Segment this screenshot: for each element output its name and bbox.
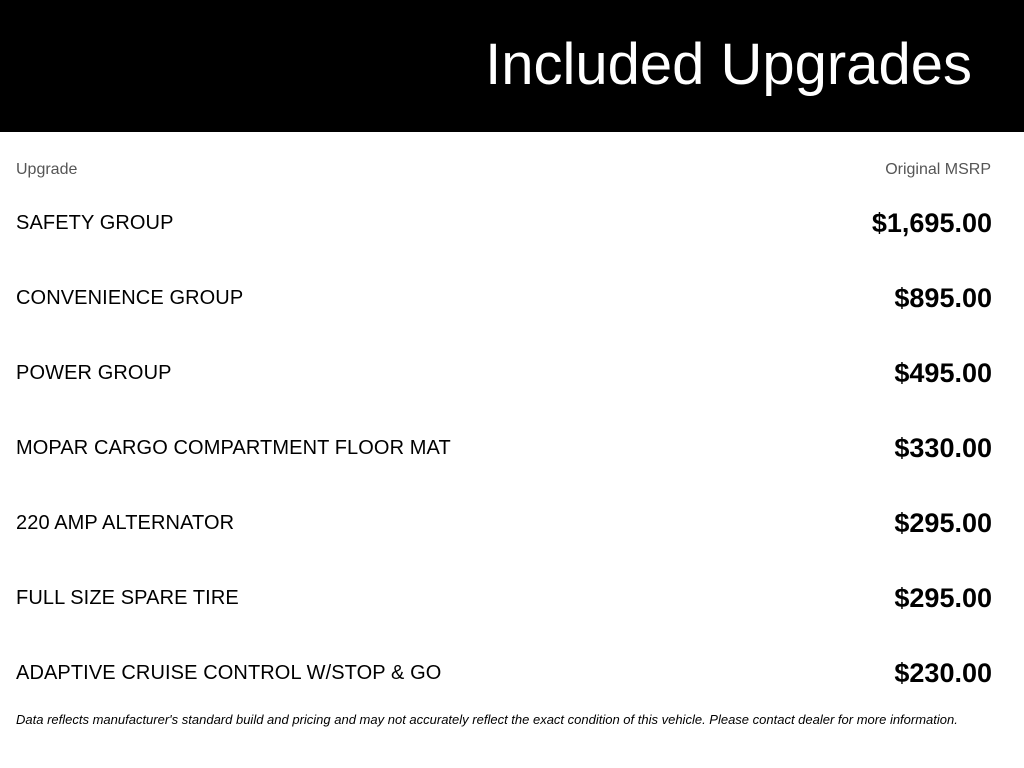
upgrade-name: POWER GROUP [16, 362, 172, 384]
upgrade-price: $495.00 [894, 358, 992, 388]
table-row [16, 411, 992, 486]
upgrade-name: FULL SIZE SPARE TIRE [16, 587, 239, 609]
column-header-msrp: Original MSRP [885, 161, 991, 178]
upgrade-name: SAFETY GROUP [16, 212, 174, 234]
column-header-upgrade: Upgrade [16, 161, 78, 178]
upgrade-price: $295.00 [894, 583, 992, 613]
table-row [16, 261, 992, 336]
table-row [16, 486, 992, 561]
table-header [16, 132, 992, 186]
upgrade-name: MOPAR CARGO COMPARTMENT FLOOR MAT [16, 437, 451, 459]
upgrade-price: $1,695.00 [871, 208, 992, 238]
table-row [16, 336, 992, 411]
upgrade-name: ADAPTIVE CRUISE CONTROL W/STOP & GO [16, 662, 442, 684]
table-row [16, 561, 992, 636]
table-body [16, 186, 992, 711]
upgrade-name: 220 AMP ALTERNATOR [16, 512, 235, 534]
upgrade-name: CONVENIENCE GROUP [16, 287, 244, 309]
table-row [16, 186, 992, 261]
upgrade-price: $330.00 [894, 433, 992, 463]
upgrade-price: $230.00 [894, 658, 992, 688]
upgrade-price: $295.00 [894, 508, 992, 538]
disclaimer-text: Data reflects manufacturer's standard build and pricing and may not accurately reflect the exact condition of this vehicle. Please contact dealer for more information. [16, 712, 958, 727]
page-header [0, 0, 1024, 132]
page-title: Included Upgrades [485, 32, 972, 97]
table-row [16, 636, 992, 711]
upgrades-table [16, 132, 992, 711]
upgrade-price: $895.00 [894, 283, 992, 313]
